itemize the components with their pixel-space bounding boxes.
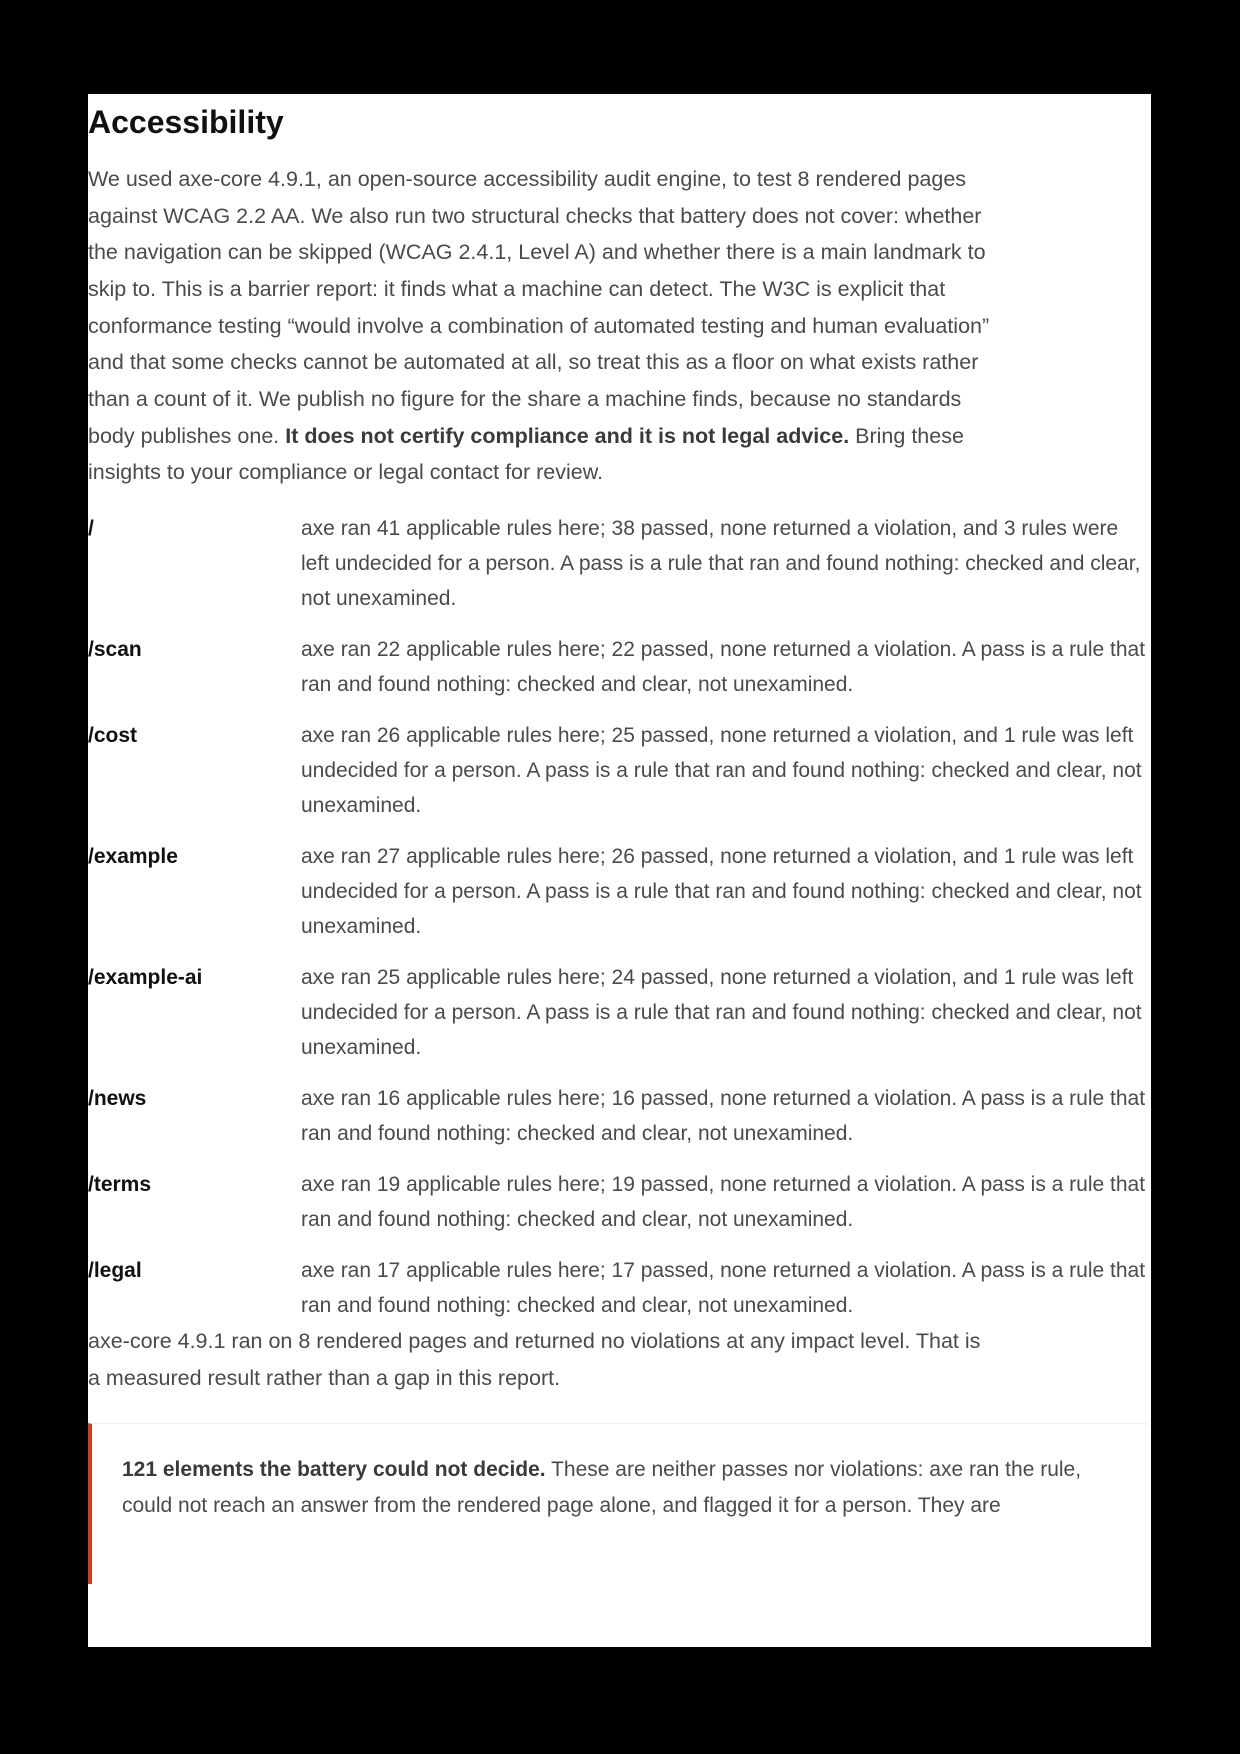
- route-path: /terms: [88, 1173, 152, 1197]
- intro-followup: Bring these insights to your compliance or legal contact for review.: [88, 423, 964, 485]
- intro-text: We used axe-core 4.9.1, an open-source accessibility audit engine, to test 8 rendered pages against WCAG 2.2 AA. We also run two structural checks that battery does not cover: whether the navigation can be skipped (WCAG 2.4.1, Level A) and whether there is a main landmark to skip to. This is a barrier report: it finds what a machine can detect. The W3C is explicit that conformance testing “would involve a combination of automated testing and human evaluation” and that some checks cannot be automated at all, so treat this as a floor on what exists rather than a count of it. We publish no figure for the share a machine finds, because no standards body publishes one.: [88, 166, 990, 448]
- route-result-text: axe ran 19 applicable rules here; 19 passed, none returned a violation. A pass is a rule that ran and found nothing: checked and clear, not unexamined.: [301, 1173, 1146, 1232]
- route-result-text: axe ran 41 applicable rules here; 38 passed, none returned a violation, and 3 rules were left undecided for a person. A pass is a rule that ran and found nothing: checked and clear, not unexamined.: [301, 517, 1141, 611]
- route-result-row: [88, 1081, 1151, 1151]
- route-result-text: axe ran 27 applicable rules here; 26 passed, none returned a violation, and 1 rule was left undecided for a person. A pass is a rule that ran and found nothing: checked and clear, not unexamined.: [301, 845, 1142, 939]
- route-path: /scan: [88, 638, 142, 662]
- route-result-row: [88, 1253, 1151, 1323]
- route-result-row: [88, 511, 1151, 616]
- route-result-text: axe ran 26 applicable rules here; 25 passed, none returned a violation, and 1 rule was left undecided for a person. A pass is a rule that ran and found nothing: checked and clear, not unexamined.: [301, 724, 1142, 818]
- callout-text: These are neither passes nor violations: axe ran the rule, could not reach an answer from the rendered page alone, and flagged it for a person. They are: [122, 1457, 1082, 1517]
- summary-paragraph: axe-core 4.9.1 ran on 8 rendered pages and returned no violations at any impact level. That is a measured result rather than a gap in this report.: [88, 1329, 981, 1390]
- page-title: Accessibility: [88, 104, 284, 140]
- route-result-text: axe ran 16 applicable rules here; 16 passed, none returned a violation. A pass is a rule that ran and found nothing: checked and clear, not unexamined.: [301, 1087, 1146, 1146]
- route-path: /: [88, 517, 94, 541]
- route-result-text: axe ran 17 applicable rules here; 17 passed, none returned a violation. A pass is a rule that ran and found nothing: checked and clear, not unexamined.: [301, 1259, 1146, 1318]
- route-result-row: [88, 718, 1151, 823]
- undecided-callout: [88, 1423, 1151, 1584]
- route-path: /example-ai: [88, 966, 203, 990]
- route-result-row: [88, 632, 1151, 702]
- intro-paragraph: [88, 161, 1003, 491]
- route-result-row: [88, 839, 1151, 944]
- route-path: /cost: [88, 724, 138, 748]
- intro-disclaimer: It does not certify compliance and it is not legal advice.: [285, 423, 850, 448]
- route-result-text: axe ran 22 applicable rules here; 22 passed, none returned a violation. A pass is a rule that ran and found nothing: checked and clear, not unexamined.: [301, 638, 1146, 697]
- route-results-list: [88, 511, 1151, 1323]
- document-sheet: [88, 94, 1151, 1647]
- route-result-row: [88, 1167, 1151, 1237]
- route-path: /example: [88, 845, 178, 869]
- route-path: /news: [88, 1087, 147, 1111]
- callout-heading: 121 elements the battery could not decide.: [122, 1457, 546, 1481]
- route-path: /legal: [88, 1259, 142, 1283]
- route-result-text: axe ran 25 applicable rules here; 24 passed, none returned a violation, and 1 rule was left undecided for a person. A pass is a rule that ran and found nothing: checked and clear, not unexamined.: [301, 966, 1142, 1060]
- route-result-row: [88, 960, 1151, 1065]
